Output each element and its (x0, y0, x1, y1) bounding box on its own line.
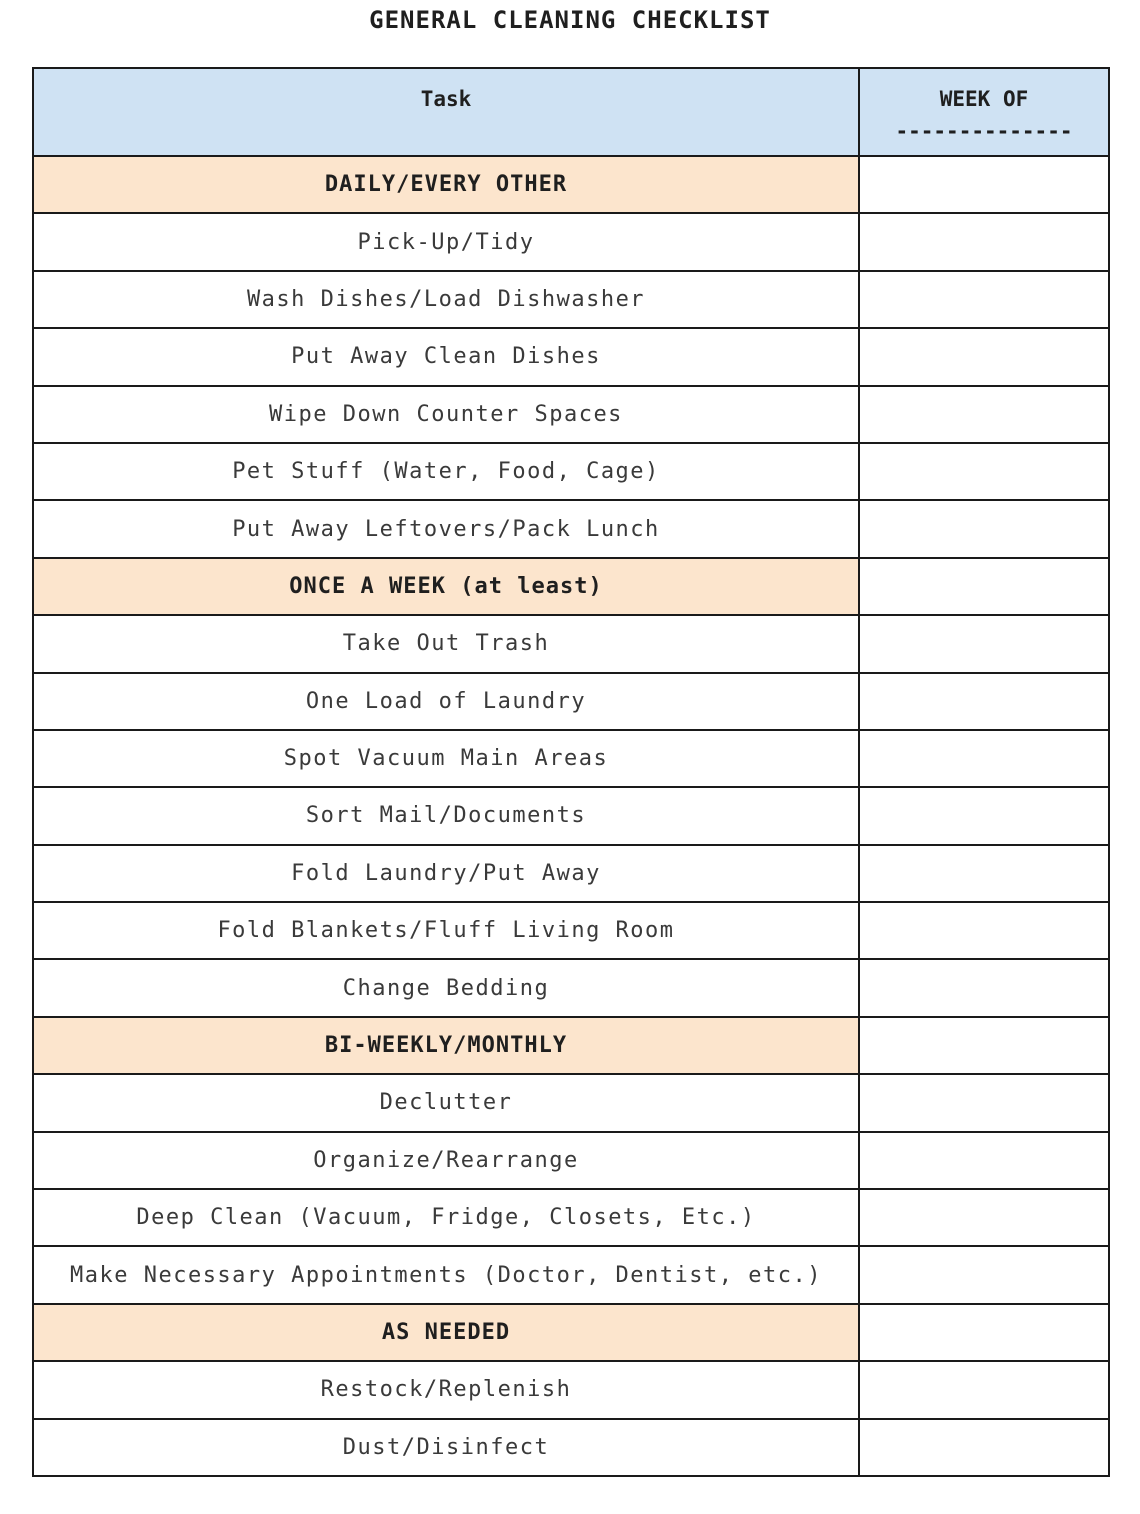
week-check-cell[interactable] (859, 902, 1109, 959)
week-check-cell[interactable] (859, 558, 1109, 615)
task-row (33, 1419, 1109, 1476)
week-of-column-header (859, 68, 1109, 156)
task-row (33, 1074, 1109, 1131)
task-row (33, 787, 1109, 844)
task-label: Organize/Rearrange (33, 1132, 859, 1189)
week-check-cell[interactable] (859, 1246, 1109, 1303)
task-row (33, 615, 1109, 672)
week-check-cell[interactable] (859, 443, 1109, 500)
task-label: Wipe Down Counter Spaces (33, 386, 859, 443)
week-check-cell[interactable] (859, 1304, 1109, 1361)
task-label: Dust/Disinfect (33, 1419, 859, 1476)
week-of-label: WEEK OF (939, 87, 1029, 111)
section-heading: AS NEEDED (33, 1304, 859, 1361)
task-row (33, 213, 1109, 270)
week-check-cell[interactable] (859, 615, 1109, 672)
week-check-cell[interactable] (859, 1017, 1109, 1074)
week-check-cell[interactable] (859, 1132, 1109, 1189)
section-row (33, 558, 1109, 615)
task-row (33, 443, 1109, 500)
week-check-cell[interactable] (859, 1074, 1109, 1131)
week-check-cell[interactable] (859, 787, 1109, 844)
week-check-cell[interactable] (859, 328, 1109, 385)
task-label: Put Away Clean Dishes (33, 328, 859, 385)
checklist-body (33, 156, 1109, 1476)
task-row (33, 902, 1109, 959)
task-row (33, 386, 1109, 443)
task-row (33, 673, 1109, 730)
task-label: Restock/Replenish (33, 1361, 859, 1418)
task-row (33, 500, 1109, 557)
task-row (33, 1361, 1109, 1418)
week-check-cell[interactable] (859, 1189, 1109, 1246)
week-check-cell[interactable] (859, 730, 1109, 787)
task-label: Put Away Leftovers/Pack Lunch (33, 500, 859, 557)
task-label: Fold Laundry/Put Away (33, 845, 859, 902)
week-check-cell[interactable] (859, 845, 1109, 902)
task-label: Pet Stuff (Water, Food, Cage) (33, 443, 859, 500)
section-heading: BI-WEEKLY/MONTHLY (33, 1017, 859, 1074)
task-column-header: Task (33, 68, 859, 156)
cleaning-checklist-table (32, 67, 1110, 1477)
task-label: One Load of Laundry (33, 673, 859, 730)
week-check-cell[interactable] (859, 1419, 1109, 1476)
task-row (33, 1189, 1109, 1246)
task-label: Change Bedding (33, 959, 859, 1016)
week-check-cell[interactable] (859, 673, 1109, 730)
task-label: Sort Mail/Documents (33, 787, 859, 844)
task-label: Pick-Up/Tidy (33, 213, 859, 270)
task-label: Take Out Trash (33, 615, 859, 672)
task-label: Make Necessary Appointments (Doctor, Dentist, etc.) (33, 1246, 859, 1303)
week-check-cell[interactable] (859, 500, 1109, 557)
task-label: Wash Dishes/Load Dishwasher (33, 271, 859, 328)
page-title: GENERAL CLEANING CHECKLIST (369, 6, 771, 34)
task-row (33, 271, 1109, 328)
task-label: Spot Vacuum Main Areas (33, 730, 859, 787)
task-row (33, 730, 1109, 787)
task-row (33, 1132, 1109, 1189)
task-label: Declutter (33, 1074, 859, 1131)
task-row (33, 959, 1109, 1016)
week-check-cell[interactable] (859, 386, 1109, 443)
week-check-cell[interactable] (859, 959, 1109, 1016)
header-row (33, 68, 1109, 156)
section-row (33, 156, 1109, 213)
task-row (33, 328, 1109, 385)
week-check-cell[interactable] (859, 1361, 1109, 1418)
section-row (33, 1304, 1109, 1361)
section-heading: ONCE A WEEK (at least) (33, 558, 859, 615)
section-heading: DAILY/EVERY OTHER (33, 156, 859, 213)
task-row (33, 1246, 1109, 1303)
task-row (33, 845, 1109, 902)
week-of-date-line: -------------- (895, 119, 1073, 143)
task-label: Deep Clean (Vacuum, Fridge, Closets, Etc.) (33, 1189, 859, 1246)
week-check-cell[interactable] (859, 271, 1109, 328)
task-label: Fold Blankets/Fluff Living Room (33, 902, 859, 959)
week-check-cell[interactable] (859, 156, 1109, 213)
section-row (33, 1017, 1109, 1074)
week-check-cell[interactable] (859, 213, 1109, 270)
